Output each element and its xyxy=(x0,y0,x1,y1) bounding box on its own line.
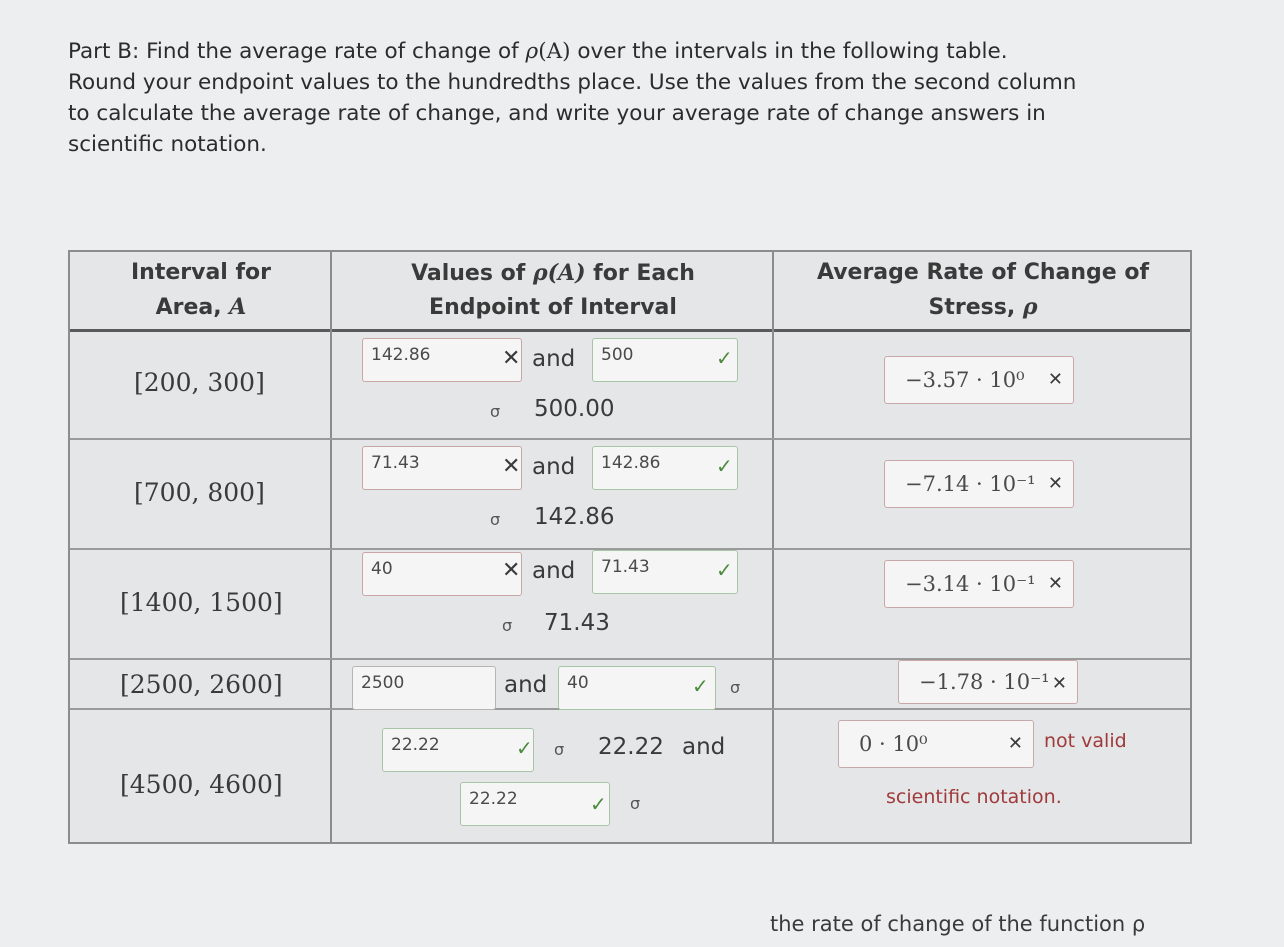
prompt-line-2: Round your endpoint values to the hundredths place. Use the values from the second column xyxy=(68,70,1077,95)
avg-rate-input[interactable]: −3.14 · 10⁻¹ ✕ xyxy=(884,560,1074,608)
endpoint-input-2[interactable]: 40 xyxy=(558,666,716,710)
x-mark-icon: ✕ xyxy=(1047,573,1063,594)
sigma-preview-icon: σ xyxy=(490,402,501,421)
x-mark-icon: ✕ xyxy=(502,454,521,479)
header-interval: Interval for Area, A xyxy=(130,260,272,320)
sigma-preview-icon: σ xyxy=(554,740,565,759)
endpoint-input-2[interactable]: 22.22 xyxy=(460,782,610,826)
check-mark-icon: ✓ xyxy=(516,736,533,760)
preview-value: 22.22 xyxy=(598,734,664,760)
prompt-line-4: scientific notation. xyxy=(68,132,267,157)
x-mark-icon: ✕ xyxy=(1007,733,1023,754)
next-question-text: the rate of change of the function ρ xyxy=(770,912,1146,936)
endpoint-input-2[interactable]: 71.43 xyxy=(592,550,738,594)
prompt-line-1: Part B: Find the average rate of change of ρ(A) over the intervals in the following table. xyxy=(68,39,1008,64)
check-mark-icon: ✓ xyxy=(590,792,607,816)
avg-rate-input[interactable]: −7.14 · 10⁻¹ ✕ xyxy=(884,460,1074,508)
x-mark-icon: ✕ xyxy=(502,558,521,583)
endpoint-input-1[interactable]: 40 xyxy=(362,552,522,596)
avg-rate-input[interactable]: −1.78 · 10⁻¹ ✕ xyxy=(898,660,1078,704)
and-label: and xyxy=(532,454,576,480)
header-values: Values of ρ(A) for Each Endpoint of Interval xyxy=(411,260,695,320)
preview-value: 500.00 xyxy=(534,396,615,422)
check-mark-icon: ✓ xyxy=(692,674,709,698)
x-mark-icon: ✕ xyxy=(1047,369,1063,390)
and-label: and xyxy=(504,672,548,698)
and-label: and xyxy=(682,734,726,760)
and-label: and xyxy=(532,558,576,584)
validation-message-2: scientific notation. xyxy=(886,786,1062,808)
table-header xyxy=(70,252,1190,332)
header-avg-rate: Average Rate of Change of Stress, ρ xyxy=(816,260,1150,320)
x-mark-icon: ✕ xyxy=(1047,473,1063,494)
answer-table xyxy=(68,250,1192,844)
endpoint-input-1[interactable]: 71.43 xyxy=(362,446,522,490)
sigma-preview-icon: σ xyxy=(490,510,501,529)
column-divider xyxy=(772,252,774,842)
sigma-preview-icon: σ xyxy=(630,794,641,813)
prompt-line-3: to calculate the average rate of change, and write your average rate of change answers in xyxy=(68,101,1046,126)
endpoint-input-1[interactable]: 142.86 xyxy=(362,338,522,382)
interval-cell: [2500, 2600] xyxy=(120,670,283,699)
row-divider xyxy=(70,438,1190,440)
endpoint-input-2[interactable]: 500 xyxy=(592,338,738,382)
and-label: and xyxy=(532,346,576,372)
interval-cell: [200, 300] xyxy=(134,368,265,397)
preview-value: 71.43 xyxy=(544,610,610,636)
endpoint-input-2[interactable]: 142.86 xyxy=(592,446,738,490)
x-mark-icon: ✕ xyxy=(1051,673,1067,694)
preview-value: 142.86 xyxy=(534,504,615,530)
check-mark-icon: ✓ xyxy=(716,454,733,478)
question-prompt xyxy=(68,36,1198,160)
interval-cell: [4500, 4600] xyxy=(120,770,283,799)
column-divider xyxy=(330,252,332,842)
check-mark-icon: ✓ xyxy=(716,558,733,582)
endpoint-input-1[interactable]: 2500 xyxy=(352,666,496,710)
interval-cell: [700, 800] xyxy=(134,478,265,507)
avg-rate-input[interactable]: −3.57 · 10⁰ ✕ xyxy=(884,356,1074,404)
validation-message: not valid xyxy=(1044,730,1127,752)
avg-rate-input[interactable]: 0 · 10⁰ ✕ xyxy=(838,720,1034,768)
interval-cell: [1400, 1500] xyxy=(120,588,283,617)
check-mark-icon: ✓ xyxy=(716,346,733,370)
x-mark-icon: ✕ xyxy=(502,346,521,371)
sigma-preview-icon: σ xyxy=(502,616,513,635)
sigma-preview-icon: σ xyxy=(730,678,741,697)
endpoint-input-1[interactable]: 22.22 xyxy=(382,728,534,772)
